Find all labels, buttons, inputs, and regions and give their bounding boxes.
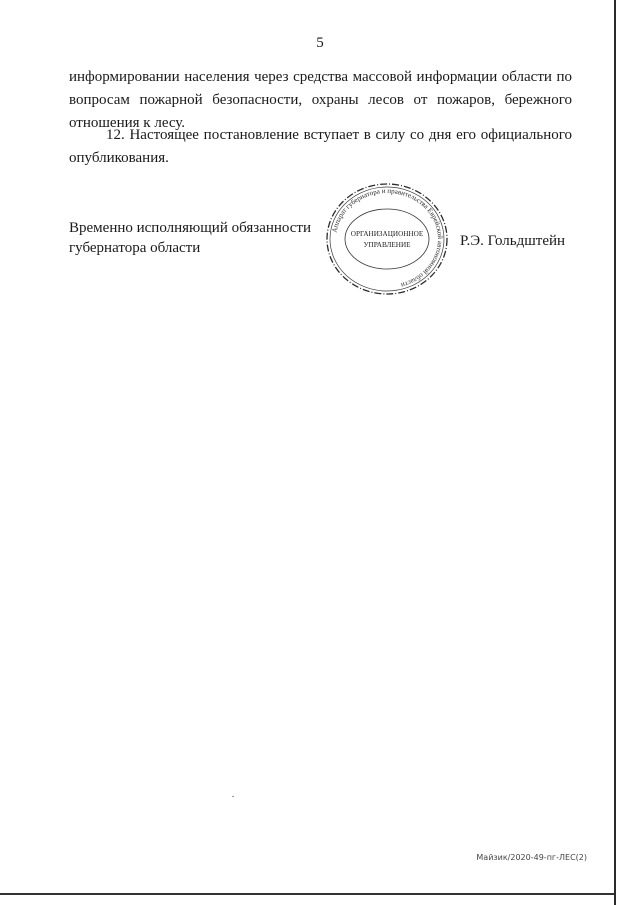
paragraph-line: вопросам пожарной безопасности, охраны лесов от пожаров, бережного (69, 92, 572, 108)
document-code: Майзик/2020-49-пг-ЛЕС(2) (476, 853, 587, 862)
signer-position-line: Временно исполняющий обязанности (69, 220, 312, 236)
paragraph-line: опубликования. (69, 150, 169, 166)
bottom-border-line (0, 893, 614, 895)
page-number: 5 (316, 35, 324, 51)
stamp-ring-text: Аппарат губернатора и правительства Еврейской автономной области (330, 186, 445, 290)
stamp-center-ring (345, 209, 429, 269)
paragraph-line: отношения к лесу. (69, 115, 186, 131)
signer-name: Р.Э. Гольдштейн (460, 233, 566, 249)
stamp-center-line: ОРГАНИЗАЦИОННОЕ (350, 230, 424, 238)
official-stamp (322, 180, 452, 298)
paragraph-line: информировании населения через средства массовой информации области по (69, 69, 572, 85)
paragraph-line: 12. Настоящее постановление вступает в силу со дня его официального (106, 127, 572, 143)
paragraph-effective-date (69, 124, 572, 170)
signer-position (69, 218, 311, 258)
stamp-center-line: УПРАВЛЕНИЕ (363, 241, 411, 249)
signer-position-line: губернатора области (69, 240, 201, 256)
right-border-line (614, 0, 616, 905)
scan-artifact (232, 796, 234, 797)
